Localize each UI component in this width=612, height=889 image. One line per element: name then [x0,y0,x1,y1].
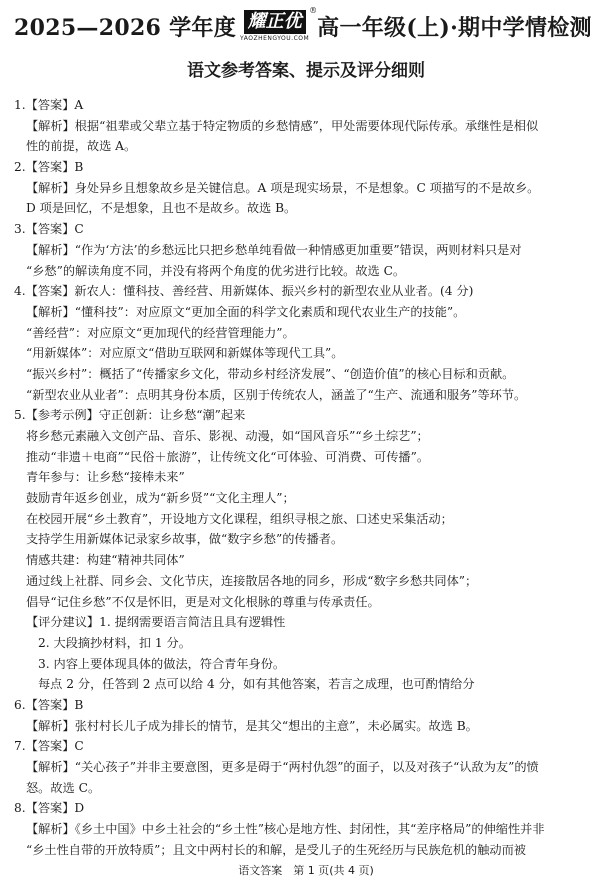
text-line: 倡导“记住乡愁”不仅是怀旧，更是对文化根脉的尊重与传承责任。 [26,594,380,609]
text-line: 6.【答案】B [14,697,84,712]
text-line: “振兴乡村”：概括了“传播家乡文化，带动乡村经济发展”、“创造价值”的核心目标和贡献。 [26,366,515,381]
text-line: 推动“非遗＋电商”“民俗＋旅游”，让传统文化“可体验、可消费、可传播”。 [26,449,430,464]
text-line: 2. 大段摘抄材料，扣 1 分。 [38,635,191,650]
text-line: 【解析】“作为‘方法’的乡愁远比只把乡愁单纯看做一种情感更加重要”错误，两则材料只是对 [26,242,522,257]
text-line: 性的前提，故选 A。 [26,139,137,154]
brand-logo [240,10,309,42]
text-line: 【解析】根据“祖辈或父辈立基于特定物质的乡愁情感”，甲处需要体现代际传承。承继性是相似 [26,118,539,133]
text-line: 在校园开展“乡土教育”，开设地方文化课程，组织寻根之旅、口述史采集活动； [26,511,453,526]
text-line: 8.【答案】D [14,801,85,816]
text-line: “乡愁”的解读角度不同，并没有将两个角度的优劣进行比较。故选 C。 [26,263,406,278]
text-line: 【解析】身处异乡且想象故乡是关键信息。A 项是现实场景，不是想象。C 项描写的不是故乡。 [26,180,540,195]
page-footer: 语文答案 第 1 页(共 4 页) [238,864,374,877]
text-line: 【解析】《乡土中国》中乡土社会的“乡土性”核心是地方性、封闭性，其“差序格局”的伸缩性并非 [26,822,545,837]
exam-header [14,6,604,46]
text-line: 【解析】“关心孩子”并非主要意图，更多是碍于“两村仇怨”的面子，以及对孩子“认敌为友”的愤 [26,760,539,774]
brand-logo-text: 耀正优 [244,10,306,34]
header-year: 2025—2026 学年度 [14,14,237,41]
text-line: 7.【答案】C [14,739,84,754]
text-line: “用新媒体”：对应原文“借助互联网和新媒体等现代工具”。 [26,346,344,361]
text-line: 3.【答案】C [14,222,84,237]
registered-mark: ® [309,6,318,15]
text-line: D 项是回忆，不是想象，且也不是故乡。故选 B。 [26,201,297,216]
text-line: “新型农业从业者”：点明其身份本质，区别于传统农人，涵盖了“生产、流通和服务”等环节。 [26,387,527,402]
text-line: 【解析】“懂科技”：对应原文“更加全面的科学文化素质和现代农业生产的技能”。 [26,304,466,319]
text-line: 2.【答案】B [14,160,84,175]
text-line: “乡土性自带的开放特质”；且文中两村长的和解，是受儿子的生死经历与民族危机的触动而被 [26,842,526,857]
text-line: 1.【答案】A [14,98,84,112]
text-line: 支持学生用新媒体记录家乡故事，做“数字乡愁”的传播者。 [26,532,344,547]
answer-content [14,95,604,860]
text-line: 青年参与：让乡愁“接棒未来” [26,470,185,485]
text-line: 每点 2 分，任答到 2 点可以给 4 分，如有其他答案，若言之成理，也可酌情给分 [38,677,475,692]
text-line: 3. 内容上要体现具体的做法，符合青年身份。 [38,656,286,671]
text-line: 【评分建议】1. 提纲需要语言简洁且具有逻辑性 [26,615,286,630]
text-line: 鼓励青年返乡创业，成为“新乡贤”“文化主理人”； [26,491,295,506]
text-line: 情感共建：构建“精神共同体” [26,553,185,568]
brand-logo-subtext: YAOZHENGYOU.COM [240,35,310,42]
text-line: 【解析】张村村长儿子成为排长的情节，是其父“想出的主意”，未必属实。故选 B。 [26,718,478,733]
text-line: 4.【答案】新农人：懂科技、善经营、用新媒体、振兴乡村的新型农业从业者。(4 分) [14,284,474,299]
text-line: 将乡愁元素融入文创产品、音乐、影视、动漫，如“国风音乐”“乡土综艺”； [26,429,429,443]
text-line: “善经营”：对应原文“更加现代的经营管理能力”。 [26,325,295,340]
document-subtitle: 语文参考答案、提示及评分细则 [187,61,425,81]
text-line: 怒。故选 C。 [26,780,101,795]
text-line: 5.【参考示例】守正创新：让乡愁“潮”起来 [14,408,246,423]
header-title: 高一年级(上)·期中学情检测 [317,14,592,41]
text-line: 通过线上社群、同乡会、文化节庆，连接散居各地的同乡，形成“数字乡愁共同体”； [26,573,478,588]
